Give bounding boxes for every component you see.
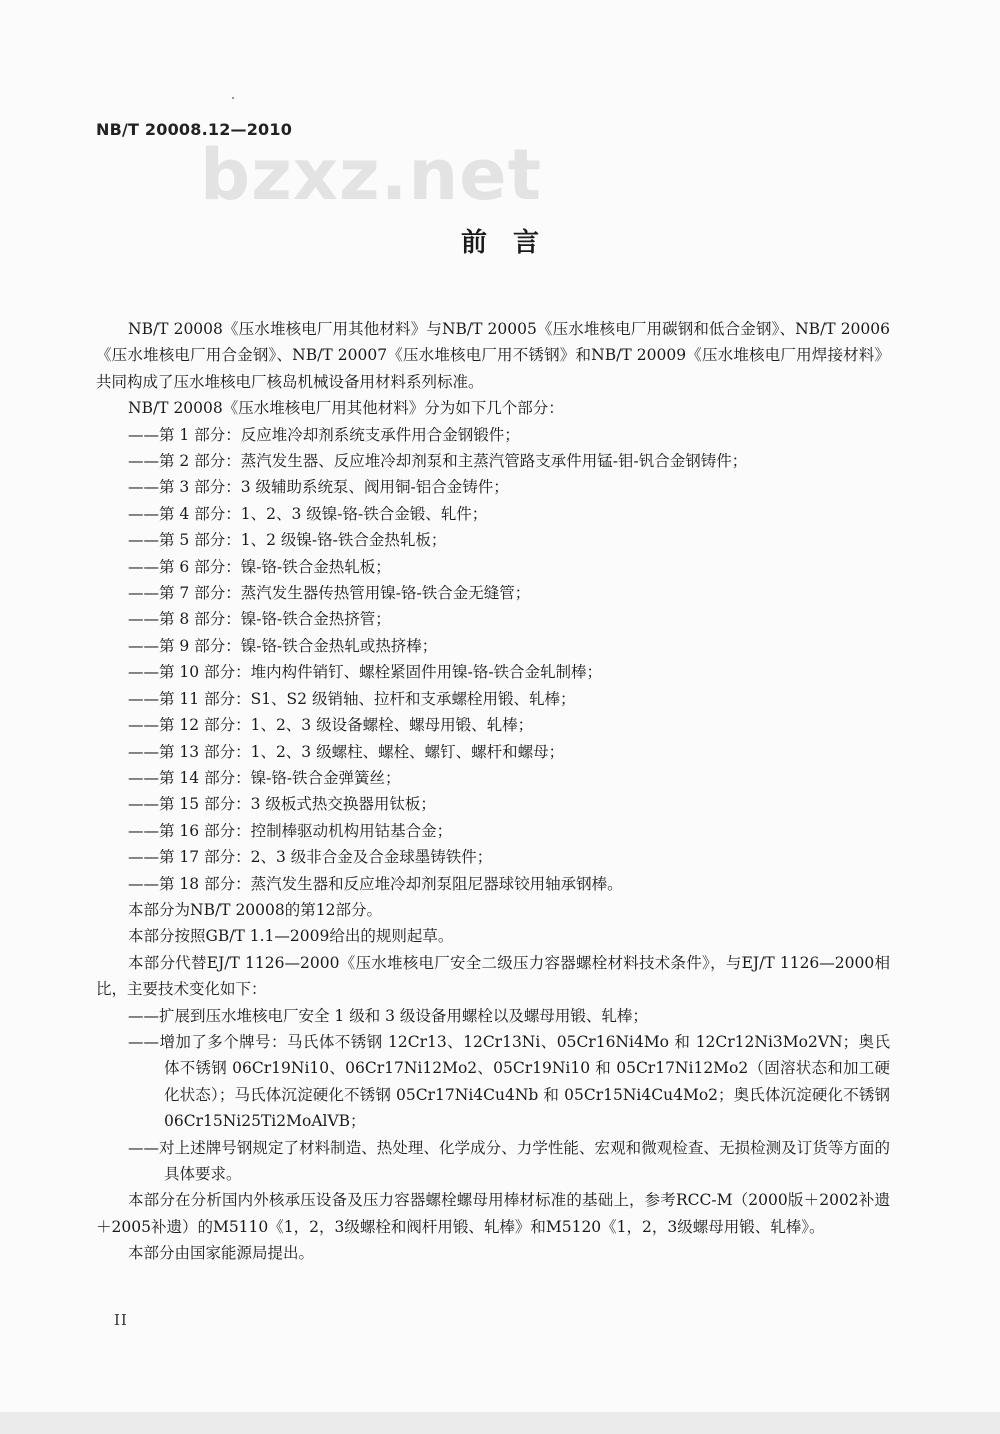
- page-number: II: [114, 1311, 128, 1329]
- intro-paragraph-1: NB/T 20008《压水堆核电厂用其他材料》与NB/T 20005《压水堆核电厂用碳钢和低合金钢》、NB/T 20006《压水堆核电厂用合金钢》、NB/T 20007《压水堆核电厂用不锈钢》和NB/T 20009《压水堆核电厂用焊接材料》共同构成了压水堆核电厂核岛机械设备用材料系列标准。: [96, 320, 890, 391]
- part-item: ——第 3 部分：3 级辅助系统泵、阀用铜-铝合金铸件；: [128, 478, 509, 497]
- part-item: ——第 4 部分：1、2、3 级镍-铬-铁合金锻、轧件；: [128, 504, 488, 523]
- part-item: ——第 9 部分：镍-铬-铁合金热轧或热挤棒；: [128, 636, 438, 655]
- page-title: 前 言: [460, 228, 539, 258]
- scan-speck: [232, 97, 234, 99]
- statement-paragraph: 本部分按照GB/T 1.1—2009给出的规则起草。: [128, 927, 454, 946]
- standard-code: NB/T 20008.12—2010: [96, 120, 293, 139]
- change-item: ——扩展到压水堆核电厂安全 1 级和 3 级设备用螺栓以及螺母用锻、轧棒；: [128, 1006, 648, 1025]
- part-item: ——第 18 部分：蒸汽发生器和反应堆冷却剂泵阻尼器球铰用轴承钢棒。: [128, 874, 623, 893]
- part-item: ——第 17 部分：2、3 级非合金及合金球墨铸铁件；: [128, 848, 493, 867]
- part-item: ——第 16 部分：控制棒驱动机构用钴基合金；: [128, 821, 453, 840]
- statement-paragraph: 本部分代替EJ/T 1126—2000《压水堆核电厂安全二级压力容器螺栓材料技术条件》，与EJ/T 1126—2000相比，主要技术变化如下：: [96, 953, 890, 999]
- statement-paragraph: 本部分为NB/T 20008的第12部分。: [128, 900, 382, 919]
- part-item: ——第 15 部分：3 级板式热交换器用钛板；: [128, 795, 436, 814]
- body-text: [96, 316, 890, 1267]
- intro-paragraph-2: NB/T 20008《压水堆核电厂用其他材料》分为如下几个部分：: [128, 399, 564, 418]
- part-item: ——第 8 部分：镍-铬-铁合金热挤管；: [128, 610, 391, 629]
- part-item: ——第 6 部分：镍-铬-铁合金热轧板；: [128, 557, 391, 576]
- change-item: ——对上述牌号钢规定了材料制造、热处理、化学成分、力学性能、宏观和微观检查、无损检测及订货等方面的具体要求。: [128, 1138, 890, 1183]
- closing-paragraph: 本部分由国家能源局提出。: [128, 1244, 315, 1263]
- viewer-bottom-strip: [0, 1412, 1000, 1434]
- part-item: ——第 5 部分：1、2 级镍-铬-铁合金热轧板；: [128, 531, 447, 550]
- closing-paragraph: 本部分在分析国内外核承压设备及压力容器螺栓螺母用棒材标准的基础上，参考RCC-M（2000版＋2002补遗＋2005补遗）的M5110《1，2，3级螺栓和阀杆用锻、轧棒》和M5120《1，2，3级螺母用锻、轧棒》。: [96, 1191, 890, 1236]
- part-item: ——第 13 部分：1、2、3 级螺柱、螺栓、螺钉、螺杆和螺母；: [128, 742, 565, 761]
- watermark: bzxz.net: [200, 134, 543, 216]
- part-item: ——第 10 部分：堆内构件销钉、螺栓紧固件用镍-铬-铁合金轧制棒；: [128, 663, 603, 682]
- part-item: ——第 7 部分：蒸汽发生器传热管用镍-铬-铁合金无缝管；: [128, 584, 531, 603]
- part-item: ——第 12 部分：1、2、3 级设备螺栓、螺母用锻、轧棒；: [128, 716, 534, 735]
- part-item: ——第 1 部分：反应堆冷却剂系统支承件用合金钢锻件；: [128, 425, 520, 444]
- part-item: ——第 2 部分：蒸汽发生器、反应堆冷却剂泵和主蒸汽管路支承件用锰-钼-钒合金钢铸件；: [128, 452, 748, 471]
- part-item: ——第 14 部分：镍-铬-铁合金弹簧丝；: [128, 768, 401, 787]
- part-item: ——第 11 部分：S1、S2 级销轴、拉杆和支承螺栓用锻、轧棒；: [128, 689, 576, 708]
- change-item: ——增加了多个牌号：马氏体不锈钢 12Cr13、12Cr13Ni、05Cr16Ni4Mo 和 12Cr12Ni3Mo2VN；奥氏体不锈钢 06Cr19Ni10、06Cr17Ni12Mo2、05Cr19Ni10 和 05Cr17Ni12Mo2（固溶状态和加工硬化状态）；马氏体沉淀硬化不锈钢 05Cr17Ni4Cu4Nb 和 05Cr15Ni4Cu4Mo2；奥氏体沉淀硬化不锈钢 06Cr15Ni25Ti2MoAlVB；: [128, 1032, 890, 1131]
